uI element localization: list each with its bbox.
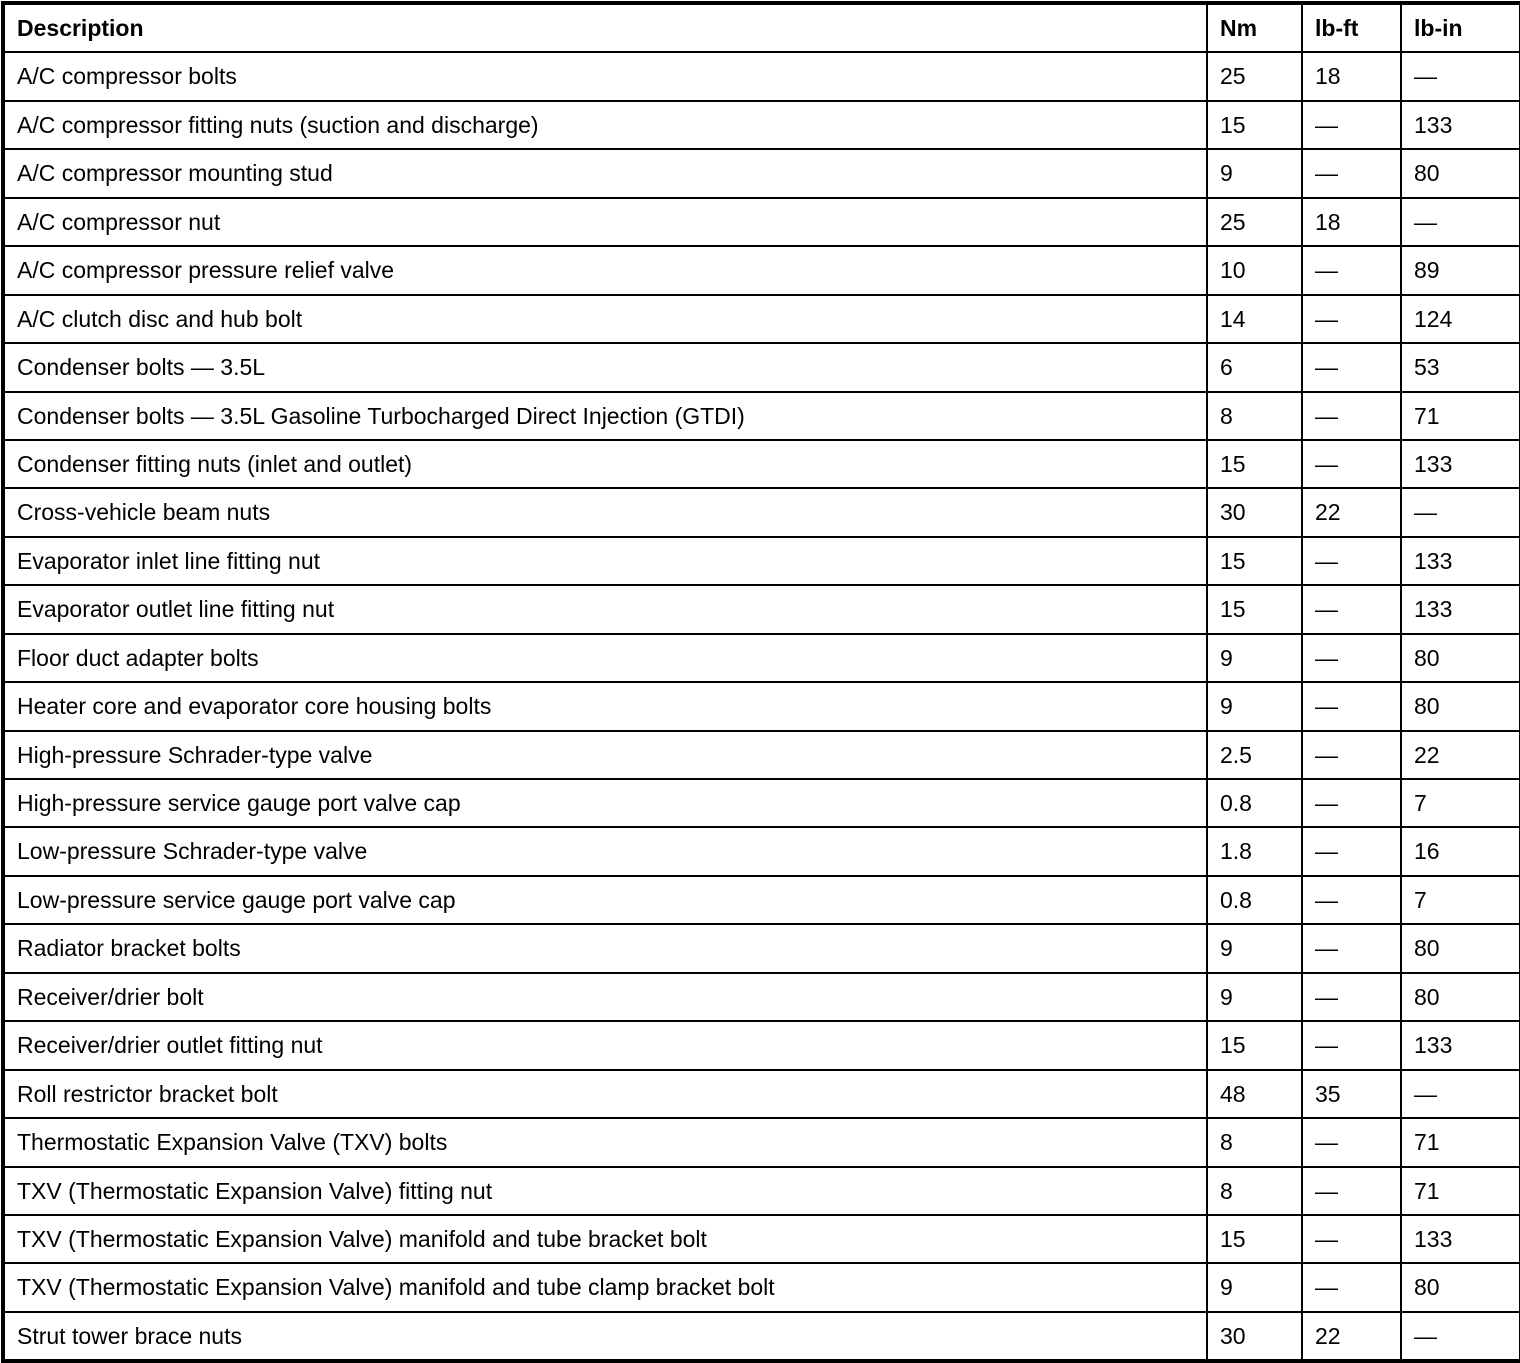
table-row <box>3 1263 1520 1311</box>
cell-lb-ft: — <box>1302 1167 1401 1215</box>
cell-description: Strut tower brace nuts <box>3 1312 1207 1361</box>
column-header-nm: Nm <box>1207 3 1302 52</box>
cell-nm: 14 <box>1207 295 1302 343</box>
cell-nm: 9 <box>1207 634 1302 682</box>
cell-description: Roll restrictor bracket bolt <box>3 1070 1207 1118</box>
cell-description: A/C clutch disc and hub bolt <box>3 295 1207 343</box>
cell-description: A/C compressor mounting stud <box>3 149 1207 197</box>
table-row <box>3 1021 1520 1069</box>
cell-description: A/C compressor bolts <box>3 52 1207 100</box>
cell-lb-in: 80 <box>1401 149 1520 197</box>
cell-lb-ft: — <box>1302 537 1401 585</box>
cell-lb-ft: — <box>1302 1215 1401 1263</box>
torque-specifications-table <box>1 1 1520 1363</box>
cell-nm: 15 <box>1207 101 1302 149</box>
cell-nm: 15 <box>1207 1215 1302 1263</box>
cell-lb-ft: — <box>1302 343 1401 391</box>
cell-nm: 6 <box>1207 343 1302 391</box>
table-header <box>3 3 1520 52</box>
cell-lb-ft: — <box>1302 731 1401 779</box>
cell-nm: 30 <box>1207 1312 1302 1361</box>
cell-description: Low-pressure service gauge port valve cap <box>3 876 1207 924</box>
cell-lb-in: 124 <box>1401 295 1520 343</box>
cell-lb-in: — <box>1401 1070 1520 1118</box>
table-row <box>3 779 1520 827</box>
cell-lb-in: 7 <box>1401 779 1520 827</box>
cell-lb-in: 80 <box>1401 1263 1520 1311</box>
table-row <box>3 343 1520 391</box>
table-row <box>3 246 1520 294</box>
cell-lb-ft: — <box>1302 440 1401 488</box>
cell-lb-in: 71 <box>1401 1167 1520 1215</box>
cell-nm: 2.5 <box>1207 731 1302 779</box>
cell-nm: 1.8 <box>1207 827 1302 875</box>
cell-description: Low-pressure Schrader-type valve <box>3 827 1207 875</box>
cell-lb-in: 22 <box>1401 731 1520 779</box>
table-row <box>3 876 1520 924</box>
cell-description: Thermostatic Expansion Valve (TXV) bolts <box>3 1118 1207 1166</box>
table-row <box>3 488 1520 536</box>
cell-description: High-pressure service gauge port valve cap <box>3 779 1207 827</box>
cell-lb-in: 133 <box>1401 585 1520 633</box>
cell-lb-ft: — <box>1302 1263 1401 1311</box>
cell-description: Condenser fitting nuts (inlet and outlet) <box>3 440 1207 488</box>
cell-lb-ft: — <box>1302 149 1401 197</box>
cell-lb-in: 80 <box>1401 973 1520 1021</box>
table-row <box>3 295 1520 343</box>
cell-lb-in: 71 <box>1401 392 1520 440</box>
table-body <box>3 52 1520 1361</box>
cell-lb-ft: — <box>1302 101 1401 149</box>
table-row <box>3 52 1520 100</box>
cell-lb-in: 133 <box>1401 1021 1520 1069</box>
cell-lb-ft: — <box>1302 973 1401 1021</box>
cell-lb-ft: — <box>1302 1118 1401 1166</box>
cell-lb-in: 89 <box>1401 246 1520 294</box>
cell-description: Evaporator inlet line fitting nut <box>3 537 1207 585</box>
cell-lb-ft: — <box>1302 585 1401 633</box>
cell-description: Floor duct adapter bolts <box>3 634 1207 682</box>
table-row <box>3 634 1520 682</box>
cell-nm: 9 <box>1207 973 1302 1021</box>
column-header-lb-ft: lb-ft <box>1302 3 1401 52</box>
cell-nm: 10 <box>1207 246 1302 294</box>
table-row <box>3 1070 1520 1118</box>
cell-description: Condenser bolts — 3.5L Gasoline Turbocharged Direct Injection (GTDI) <box>3 392 1207 440</box>
cell-nm: 9 <box>1207 924 1302 972</box>
table-row <box>3 973 1520 1021</box>
table-row <box>3 392 1520 440</box>
cell-lb-ft: 22 <box>1302 488 1401 536</box>
cell-description: TXV (Thermostatic Expansion Valve) manifold and tube clamp bracket bolt <box>3 1263 1207 1311</box>
column-header-description: Description <box>3 3 1207 52</box>
cell-lb-in: 16 <box>1401 827 1520 875</box>
cell-lb-in: 133 <box>1401 101 1520 149</box>
cell-lb-ft: — <box>1302 682 1401 730</box>
table-row <box>3 537 1520 585</box>
cell-lb-ft: — <box>1302 779 1401 827</box>
column-header-lb-in: lb-in <box>1401 3 1520 52</box>
cell-lb-ft: — <box>1302 246 1401 294</box>
cell-lb-ft: 22 <box>1302 1312 1401 1361</box>
cell-nm: 9 <box>1207 1263 1302 1311</box>
table-row <box>3 101 1520 149</box>
table-row <box>3 440 1520 488</box>
table-row <box>3 149 1520 197</box>
cell-nm: 8 <box>1207 1118 1302 1166</box>
cell-description: A/C compressor fitting nuts (suction and discharge) <box>3 101 1207 149</box>
cell-description: TXV (Thermostatic Expansion Valve) manifold and tube bracket bolt <box>3 1215 1207 1263</box>
table-row <box>3 682 1520 730</box>
cell-lb-in: — <box>1401 488 1520 536</box>
cell-nm: 0.8 <box>1207 779 1302 827</box>
cell-lb-in: — <box>1401 52 1520 100</box>
table-row <box>3 1167 1520 1215</box>
cell-description: Cross-vehicle beam nuts <box>3 488 1207 536</box>
cell-lb-in: 80 <box>1401 924 1520 972</box>
cell-lb-in: 53 <box>1401 343 1520 391</box>
cell-nm: 8 <box>1207 1167 1302 1215</box>
table-row <box>3 924 1520 972</box>
cell-nm: 0.8 <box>1207 876 1302 924</box>
cell-lb-in: — <box>1401 198 1520 246</box>
cell-lb-ft: — <box>1302 924 1401 972</box>
cell-lb-in: 133 <box>1401 440 1520 488</box>
cell-description: High-pressure Schrader-type valve <box>3 731 1207 779</box>
cell-description: Condenser bolts — 3.5L <box>3 343 1207 391</box>
cell-nm: 15 <box>1207 1021 1302 1069</box>
cell-description: TXV (Thermostatic Expansion Valve) fitting nut <box>3 1167 1207 1215</box>
table-row <box>3 1215 1520 1263</box>
table-row <box>3 585 1520 633</box>
cell-lb-in: 7 <box>1401 876 1520 924</box>
cell-lb-ft: — <box>1302 876 1401 924</box>
cell-lb-ft: — <box>1302 634 1401 682</box>
table-header-row <box>3 3 1520 52</box>
cell-nm: 48 <box>1207 1070 1302 1118</box>
table-row <box>3 827 1520 875</box>
table-row <box>3 731 1520 779</box>
cell-description: Receiver/drier bolt <box>3 973 1207 1021</box>
cell-lb-ft: — <box>1302 295 1401 343</box>
cell-lb-ft: 18 <box>1302 52 1401 100</box>
cell-nm: 15 <box>1207 537 1302 585</box>
cell-lb-in: 80 <box>1401 682 1520 730</box>
table-row <box>3 198 1520 246</box>
cell-nm: 15 <box>1207 440 1302 488</box>
cell-lb-in: — <box>1401 1312 1520 1361</box>
cell-description: Receiver/drier outlet fitting nut <box>3 1021 1207 1069</box>
cell-description: Evaporator outlet line fitting nut <box>3 585 1207 633</box>
cell-lb-ft: — <box>1302 392 1401 440</box>
cell-nm: 9 <box>1207 149 1302 197</box>
cell-nm: 25 <box>1207 198 1302 246</box>
table-row <box>3 1118 1520 1166</box>
cell-nm: 8 <box>1207 392 1302 440</box>
cell-description: Radiator bracket bolts <box>3 924 1207 972</box>
cell-nm: 30 <box>1207 488 1302 536</box>
cell-lb-ft: 35 <box>1302 1070 1401 1118</box>
cell-lb-ft: 18 <box>1302 198 1401 246</box>
cell-lb-in: 80 <box>1401 634 1520 682</box>
cell-description: A/C compressor pressure relief valve <box>3 246 1207 294</box>
cell-lb-in: 133 <box>1401 537 1520 585</box>
cell-description: A/C compressor nut <box>3 198 1207 246</box>
cell-nm: 15 <box>1207 585 1302 633</box>
cell-nm: 25 <box>1207 52 1302 100</box>
cell-lb-ft: — <box>1302 1021 1401 1069</box>
cell-lb-ft: — <box>1302 827 1401 875</box>
cell-description: Heater core and evaporator core housing bolts <box>3 682 1207 730</box>
cell-lb-in: 71 <box>1401 1118 1520 1166</box>
cell-lb-in: 133 <box>1401 1215 1520 1263</box>
cell-nm: 9 <box>1207 682 1302 730</box>
